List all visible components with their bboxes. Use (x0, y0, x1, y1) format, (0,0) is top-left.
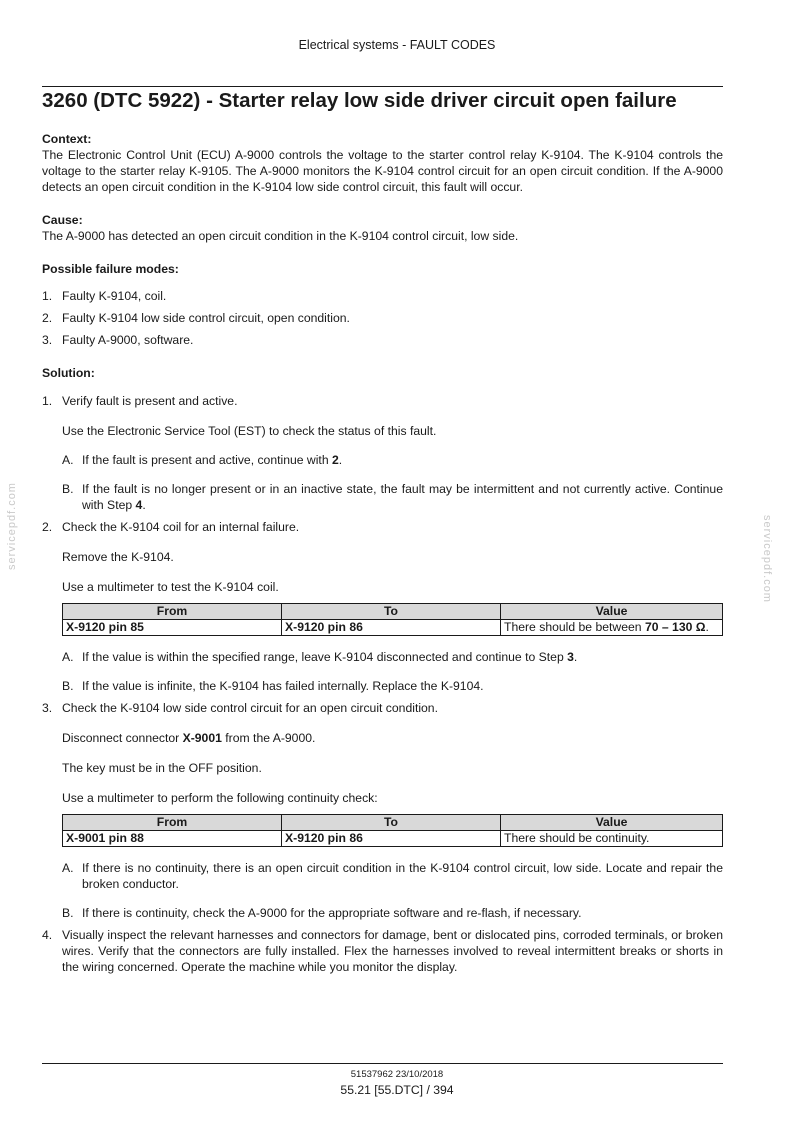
context-section (42, 131, 723, 195)
footer-doc-id: 51537962 23/10/2018 (350, 1069, 444, 1080)
cause-heading: Cause: (42, 213, 83, 227)
watermark-left: servicepdf.com (6, 482, 18, 570)
list-item: 2. Faulty K-9104 low side control circuit, open condition. (42, 311, 350, 325)
running-header: Electrical systems - FAULT CODES (298, 38, 496, 52)
context-text: The Electronic Control Unit (ECU) A-9000 controls the voltage to the starter control relay K-9104. The K-9104 controls the voltage to the starter relay K-9105. The A-9000 monitors the K-9104 control circuit for an open circuit condition. If the A-9000 detects an open circuit condition in the K-9104 low side control circuit, this fault will occur. (42, 148, 723, 194)
watermark-right: servicepdf.com (761, 515, 773, 603)
failure-modes-section (42, 261, 723, 348)
footer-rule (42, 1063, 723, 1064)
step-2-option-b: B. If the value is infinite, the K-9104 has failed internally. Replace the K-9104. (62, 679, 484, 693)
step-1-option-b: B. If the fault is no longer present or in an inactive state, the fault may be intermittent and not currently active. Continue with Step 4. (62, 482, 723, 512)
solution-heading: Solution: (42, 366, 95, 380)
step-3-option-b: B. If there is continuity, check the A-9000 for the appropriate software and re-flash, if necessary. (62, 906, 582, 920)
table-header-row: From To Value (63, 815, 723, 831)
solution-section: Solution: 1. Verify fault is present and active. Use the Electronic Service Tool (EST) to check the status of this fault. A. If the fault is present and active, continue with 2. B. If the fault is no longer present or in an inactive state, the fault may be intermittent and not currently active. Continue with Step 4. 2. Check the K-9104 coil for an internal failure. Remove the K-9104. Use a multimeter to test the K-9104 coil. From To Value X-9120 pin 85 X-9120 pin 86 There should be between 70 – 130 Ω. A. If the value is within the specified range, leave K-9104 disconnected and continue to Step 3. B. If the value is infinite, the K-9104 has failed internally. Replace the K-9104. 3. Check the K-9104 low side control circuit for an open circuit condition. Disconnect connector X-9001 from the A-9000. The key must be in the OFF position. Use a multimeter to perform the following continuity check: From To Value X-9001 pin 88 X-9120 pin 86 There should be continuity. A. If there is no continuity, there is an open circuit condition in the K-9104 control circuit, low side. Locate and repair the broken conductor. B. If there is continuity, check the A-9000 for the appropriate software and re-flash, if necessary. 4. Visually inspect the relevant harnesses and connectors for damage, bent or dislocated pins, corroded terminals, or broken wires. Verify that the connectors are fully installed. Flex the harnesses involved to reveal intermittent breaks or shorts in the wiring concerned. Operate the machine while you monitor the display. (42, 366, 723, 974)
failure-modes-list (42, 288, 723, 348)
table-row: X-9120 pin 85 X-9120 pin 86 There should be between 70 – 130 Ω. (63, 620, 723, 636)
list-item: 1. Faulty K-9104, coil. (42, 289, 167, 303)
solution-step-1: 1. Verify fault is present and active. (42, 394, 238, 408)
step-1-option-a: A. If the fault is present and active, continue with 2. (62, 453, 343, 467)
cause-text: The A-9000 has detected an open circuit condition in the K-9104 control circuit, low side. (42, 229, 519, 243)
step-2-option-a: A. If the value is within the specified range, leave K-9104 disconnected and continue to Step 3. (62, 650, 578, 664)
table-row: X-9001 pin 88 X-9120 pin 86 There should be continuity. (63, 831, 723, 847)
list-item: 3. Faulty A-9000, software. (42, 333, 194, 347)
solution-step-4: 4. Visually inspect the relevant harnesses and connectors for damage, bent or dislocated pins, corroded terminals, or broken wires. Verify that the connectors are fully installed. Flex the harnesses involved to reveal intermittent breaks or shorts in the wiring concerned. Operate the machine while you monitor the display. (42, 928, 723, 974)
solution-step-2: 2. Check the K-9104 coil for an internal failure. (42, 520, 300, 534)
page-content (42, 131, 723, 981)
context-heading: Context: (42, 132, 92, 146)
footer-page-number: 55.21 [55.DTC] / 394 (340, 1083, 454, 1097)
coil-test-table (62, 603, 723, 636)
page-title: 3260 (DTC 5922) - Starter relay low side driver circuit open failure (42, 89, 677, 112)
table-header-row: From To Value (63, 604, 723, 620)
header-rule (42, 86, 723, 87)
continuity-check-table (62, 814, 723, 847)
step-3-option-a: A. If there is no continuity, there is an open circuit condition in the K-9104 control circuit, low side. Locate and repair the broken conductor. (62, 861, 723, 891)
failure-modes-heading: Possible failure modes: (42, 262, 179, 276)
cause-section (42, 212, 723, 244)
solution-step-3: 3. Check the K-9104 low side control circuit for an open circuit condition. (42, 701, 438, 715)
